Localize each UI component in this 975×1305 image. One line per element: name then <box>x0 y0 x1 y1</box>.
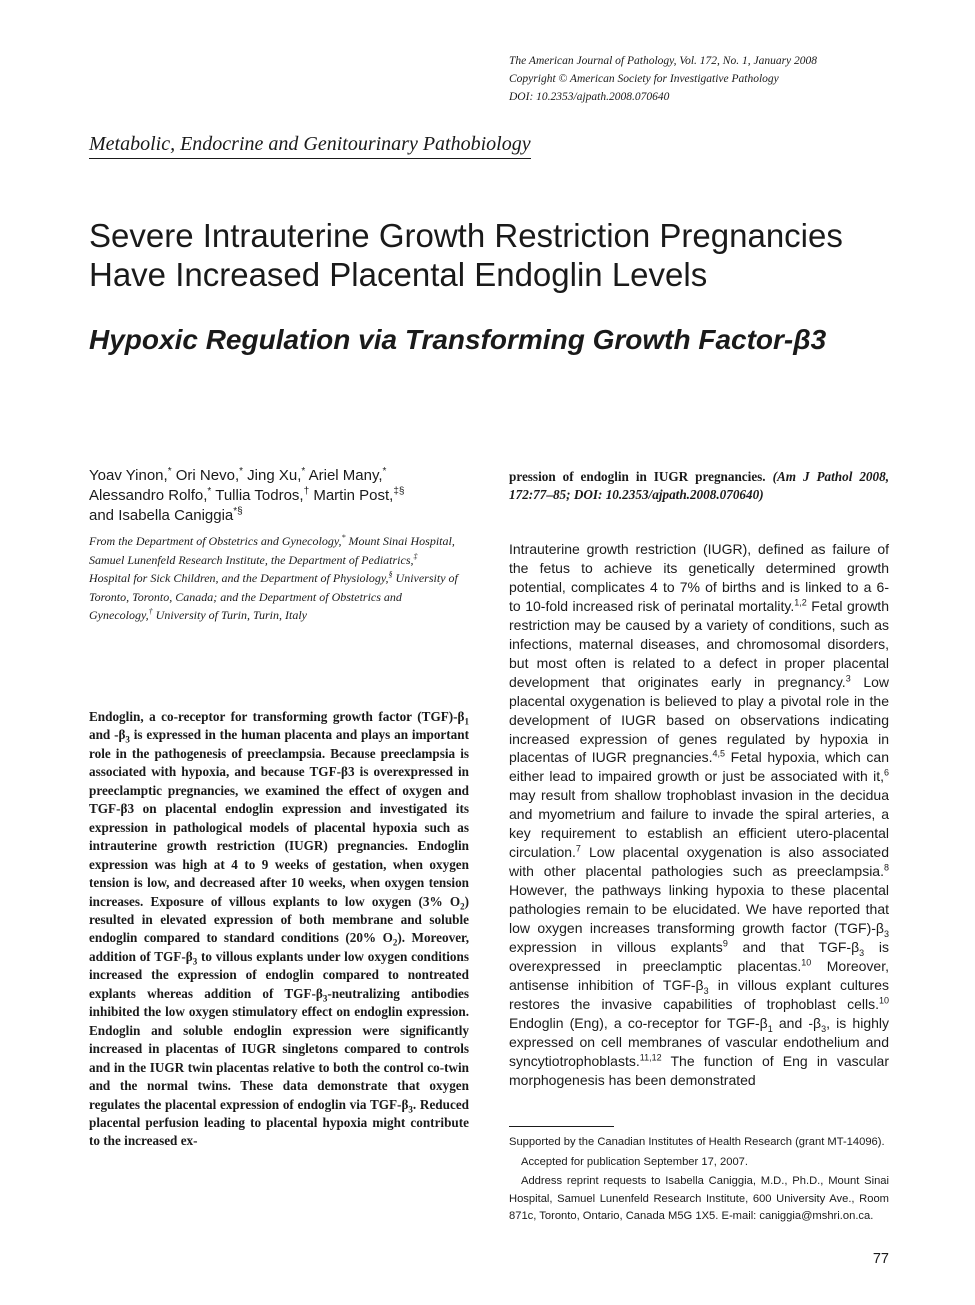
introduction-text <box>509 540 889 1090</box>
body-text: Intrauterine growth restriction (IUGR), defined as failure of the fetus to achieve its genetically determined growth potential, complicates 4 to 7% of births and is linked to a 6- to 10-fold increased risk of perinatal mortality. <box>509 541 889 614</box>
abstract-text: and -β <box>89 727 126 743</box>
body-text: Low placental oxygenation is also associated with other placental pathologies such as preeclampsia. <box>509 844 889 880</box>
reference-mark: 6 <box>883 767 889 778</box>
author-mark: ‡§ <box>393 486 405 497</box>
reference-mark: 9 <box>722 938 728 949</box>
subscript: 3 <box>192 956 198 967</box>
article-subtitle: Hypoxic Regulation via Transforming Growth Factor-β3 <box>89 324 827 355</box>
affiliation-mark: * <box>341 533 346 542</box>
affiliation-text: University of Turin, Turin, Italy <box>152 608 307 623</box>
abstract-text: -neutralizing antibodies inhibited the low oxygen stimulatory effect on endoglin expression. Endoglin and soluble endoglin expression were significantly increased in placentas of IUGR singletons compared to controls and in the IUGR twin placentas relative to both the control co-twin and the normal twins. These data demonstrate that oxygen regulates the placental expression of endoglin via TGF-β <box>89 985 469 1112</box>
body-text: may result from shallow trophoblast invasion in the decidua and myometrium and failure to invade the spiral arteries, a key requirement to establish an efficient utero-placental circulation. <box>509 787 889 861</box>
body-text: Endoglin (Eng), a co-receptor for TGF-β <box>509 1014 768 1031</box>
subscript: 1 <box>767 1023 773 1034</box>
abstract <box>89 708 469 1151</box>
journal-header <box>509 52 929 106</box>
body-text: and that TGF-β <box>727 939 860 956</box>
body-text: Moreover, antisense inhibition of TGF-β <box>509 957 890 993</box>
author-mark: * <box>301 466 306 477</box>
abstract-text: Endoglin, a co-receptor for transforming growth factor (TGF)-β <box>89 709 465 724</box>
affiliation-mark: † <box>148 607 153 617</box>
subscript: 3 <box>859 947 865 958</box>
reference-mark: 8 <box>883 862 889 873</box>
body-text: However, the pathways linking hypoxia to these placental pathologies remain to be elucidated. We have reported that low oxygen increases transforming growth factor (TGF)-β <box>509 882 889 937</box>
body-text: , is highly expressed on cell membranes of vascular endothelium and syncytiotrophoblasts. <box>509 1014 890 1069</box>
author-name: Yoav Yinon, <box>89 467 168 484</box>
page-number: 77 <box>872 1251 889 1267</box>
reference-mark: 3 <box>845 673 851 684</box>
body-text: Low placental oxygenation is believed to play a pivotal role in the development of IUGR based on observations indicating increased expression of genes regulated by hypoxia in placentas of IUGR pregnancies. <box>509 673 890 766</box>
author-mark: * <box>239 466 244 477</box>
abstract-citation: (Am J Pathol 2008, 172:77–85; DOI: 10.2353/ajpath.2008.070640) <box>509 469 889 503</box>
body-text: and -β <box>772 1014 822 1031</box>
journal-copyright: Copyright © American Society for Investigative Pathology <box>509 73 779 85</box>
affiliation-text: From the Department of Obstetrics and Gynecology, <box>89 534 342 548</box>
accepted-note: Accepted for publication September 17, 2007. <box>521 1155 749 1168</box>
body-text: Fetal growth restriction may be caused by a variety of conditions, such as infections, maternal diseases, and chromosomal disorders, but most often is related to a defect in proper placental development that originates early in pregnancy. <box>509 597 889 690</box>
abstract-text: pression of endoglin in IUGR pregnancies. <box>509 469 766 484</box>
author-name: and Isabella Caniggia <box>89 507 234 524</box>
journal-doi: DOI: 10.2353/ajpath.2008.070640 <box>509 91 670 103</box>
subscript: 2 <box>392 938 398 949</box>
author-name: Ori Nevo, <box>171 467 240 484</box>
subscript: 3 <box>125 735 130 746</box>
abstract-text: is expressed in the human placenta and plays an important role in the pathogenesis of preeclampsia. Because preeclampsia is associated with hypoxia, and because TGF-β3 is overexpressed in preeclamptic pregnancies, we examined the effect of oxygen and TGF-β3 on placental endoglin expression and investigated its expression in pathological models of placental hypoxia such as intrauterine growth restriction (IUGR) pregnancies. Endoglin expression was high at 4 to 9 weeks of gestation, when oxygen tension is low, and decreased after 10 weeks, when oxygen tension increases. Exposure of villous explants to low oxygen (3% O <box>89 727 469 909</box>
abstract-text: ) resulted in elevated expression of both membrane and soluble endoglin compared to standard conditions (20% O <box>89 893 469 946</box>
reference-mark: 10 <box>878 995 889 1006</box>
affiliation-text: Hospital for Sick Children, and the Department of Physiology, <box>89 571 389 586</box>
footnote-divider <box>509 1126 614 1127</box>
author-name: Tullia Todros, <box>211 487 304 504</box>
author-list <box>89 466 469 526</box>
reprint-note: Address reprint requests to Isabella Caniggia, M.D., Ph.D., Mount Sinai Hospital, Samuel Lunenfeld Research Institute, 600 University Ave., Room 871c, Toronto, Ontario, Canada M5G 1X5. E-mail: caniggia@mshri.on.ca. <box>509 1175 889 1222</box>
body-text: is overexpressed in preeclamptic placentas. <box>509 939 889 974</box>
section-heading: Metabolic, Endocrine and Genitourinary Pathobiology <box>89 131 531 159</box>
author-mark: † <box>303 486 310 497</box>
subscript: 3 <box>322 993 328 1004</box>
author-mark: *§ <box>233 506 243 517</box>
journal-citation: The American Journal of Pathology, Vol. 172, No. 1, January 2008 <box>509 55 818 67</box>
article-title: Severe Intrauterine Growth Restriction Pregnancies Have Increased Placental Endoglin Levels <box>89 217 843 293</box>
subscript: 3 <box>408 1104 413 1115</box>
author-name: Martin Post, <box>309 487 394 504</box>
affiliations <box>89 532 459 625</box>
subscript: 2 <box>460 901 465 912</box>
affiliation-text: Mount Sinai Hospital, Samuel Lunenfeld Research Institute, the Department of Pediatrics, <box>89 534 455 567</box>
body-text: expression in villous explants <box>509 939 723 956</box>
abstract-text: . Reduced placental perfusion leading to placental hypoxia might contribute to the increased ex- <box>89 1096 470 1149</box>
reference-mark: 4,5 <box>712 748 726 759</box>
funding-note: Supported by the Canadian Institutes of Health Research (grant MT-14096). <box>509 1136 885 1148</box>
author-mark: * <box>207 486 212 497</box>
body-text: Fetal hypoxia, which can either lead to impaired growth or just be associated with it, <box>509 749 889 785</box>
reference-mark: 1,2 <box>794 597 807 608</box>
subscript: 3 <box>703 985 709 996</box>
author-name: Alessandro Rolfo, <box>89 487 208 504</box>
author-name: Ariel Many, <box>305 467 383 484</box>
subscript: 3 <box>883 928 889 939</box>
affiliation-mark: ‡ <box>413 551 418 561</box>
abstract-text: to villous explants under low oxygen conditions increased the expression of endoglin compared to nontreated explants whereas addition of TGF-β <box>89 948 469 1001</box>
abstract-text: ). Moreover, addition of TGF-β <box>89 930 469 964</box>
reference-mark: 7 <box>575 843 581 854</box>
body-text: The function of Eng in vascular morphogenesis has been demonstrated <box>509 1052 889 1088</box>
reference-mark: 10 <box>801 957 812 968</box>
author-mark: * <box>382 466 387 477</box>
affiliation-text: University of Toronto, Toronto, Canada; and the Department of Obstetrics and Gynecology, <box>89 571 458 623</box>
affiliation-mark: § <box>388 570 393 580</box>
abstract-continuation <box>509 468 889 505</box>
subscript: 3 <box>821 1023 827 1034</box>
reference-mark: 11,12 <box>639 1052 662 1063</box>
body-text: in villous explant cultures restores the invasive capabilities of trophoblast cells. <box>509 976 889 1012</box>
author-mark: * <box>167 466 172 477</box>
footnotes <box>509 1134 889 1226</box>
subscript: 1 <box>464 716 469 727</box>
author-name: Jing Xu, <box>243 467 302 484</box>
